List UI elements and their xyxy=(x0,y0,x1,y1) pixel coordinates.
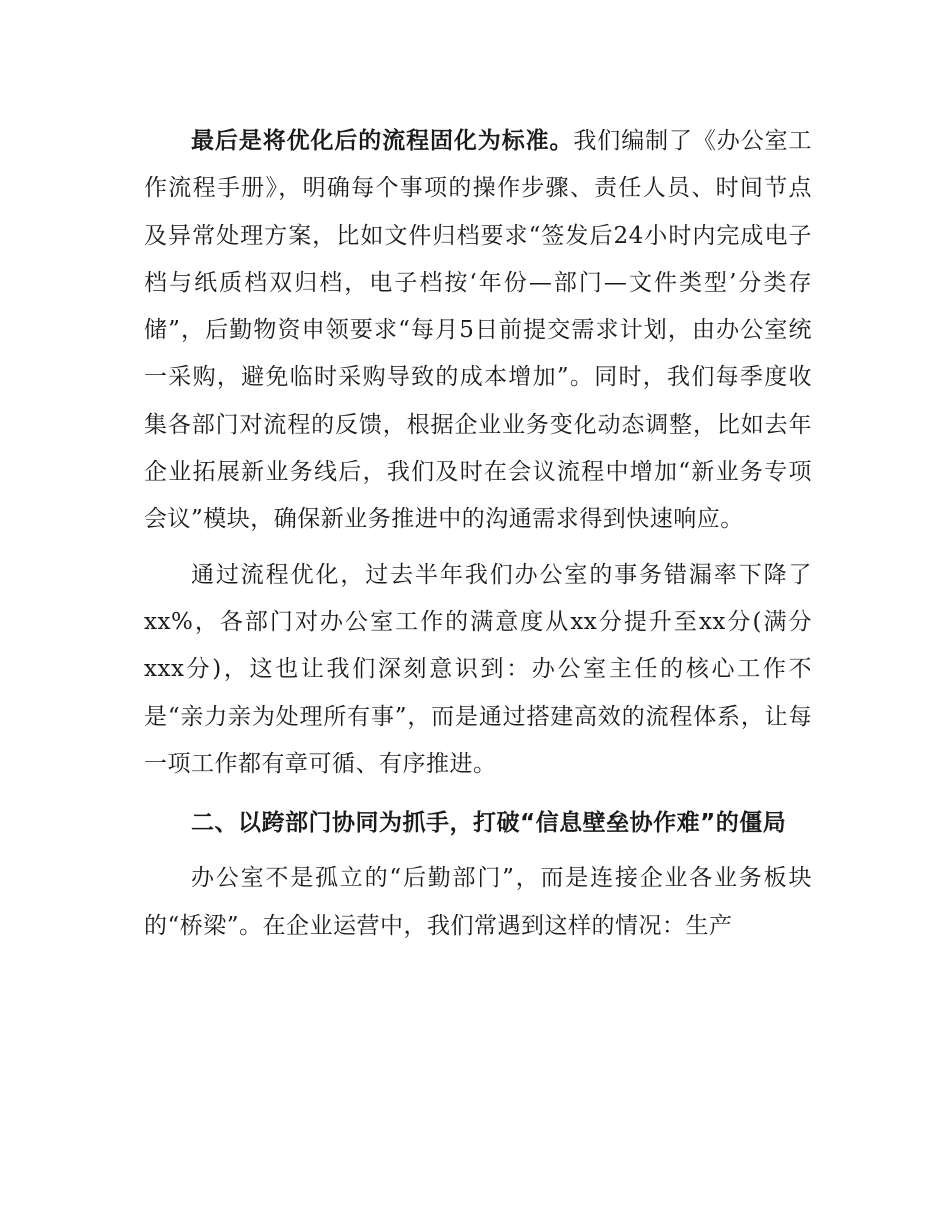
paragraph-optimization-results: 通过流程优化，过去半年我们办公室的事务错漏率下降了xx%，各部门对办公室工作的满意度从xx分提升至xx分(满分xxx分)，这也让我们深刻意识到：办公室主任的核心工作不是“亲力亲为处理所有事”，而是通过搭建高效的流程体系，让每一项工作都有章可循、有序推进。 xyxy=(144,561,812,777)
paragraph-office-bridge: 办公室不是孤立的“后勤部门”，而是连接企业各业务板块的“桥梁”。在企业运营中，我们常遇到这样的情况：生产 xyxy=(144,865,812,939)
paragraph-process-standardization xyxy=(144,118,812,544)
document-page xyxy=(144,118,812,950)
section-heading: 二、以跨部门协同为抓手，打破“信息壁垒协作难”的僵局 xyxy=(191,810,787,837)
paragraph-body-text: 我们编制了《办公室工作流程手册》，明确每个事项的操作步骤、责任人员、时间节点及异常处理方案，比如文件归档要求“签发后24小时内完成电子档与纸质档双归档，电子档按‘年份—部门—文件类型’分类存储”，后勤物资申领要求“每月5日前提交需求计划，由办公室统一采购，避免临时采购导致的成本增加”。同时，我们每季度收集各部门对流程的反馈，根据企业业务变化动态调整，比如去年企业拓展新业务线后，我们及时在会议流程中增加“新业务专项会议”模块，确保新业务推进中的沟通需求得到快速响应。 xyxy=(144,128,813,533)
paragraph-lead-sentence: 最后是将优化后的流程固化为标准。 xyxy=(191,128,574,154)
